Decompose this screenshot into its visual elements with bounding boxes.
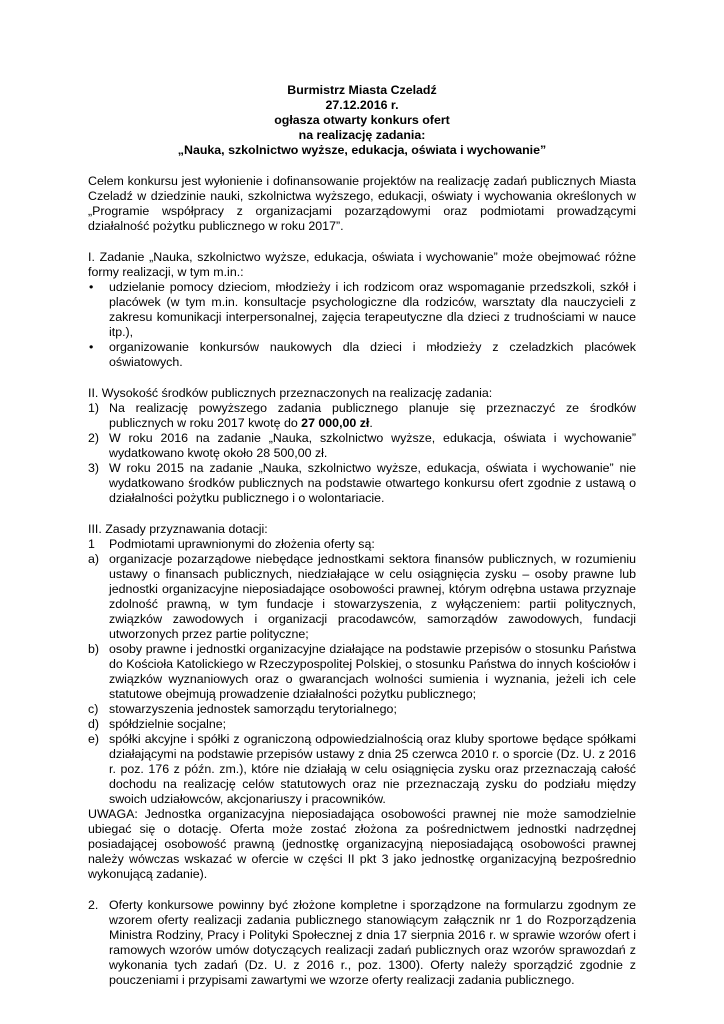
- uwaga-note: UWAGA: Jednostka organizacyjna nieposiadająca osobowości prawnej nie może samodzielnie ubiegać się o dotację. Oferta może zostać złożona za pośrednictwem jednostki nadrzędnej posiadającej osobowość prawną (jednostkę organizacyjną nieposiadającą osobowości prawnej należy wówczas wskazać w ofercie w części II pkt 3 jako jednostkę organizacyjną bezpośrednio wykonującą zadanie).: [88, 807, 636, 881]
- list-item: [88, 552, 636, 642]
- header-date: 27.12.2016 r.: [325, 98, 399, 112]
- header-announcement: ogłasza otwarty konkurs ofert: [274, 113, 450, 127]
- list-item: [88, 702, 636, 717]
- list-item: [88, 431, 636, 461]
- item-text: spółdzielnie socjalne;: [109, 717, 227, 731]
- list-marker: 3): [88, 461, 100, 475]
- item-text: spółki akcyjne i spółki z ograniczoną odpowiedzialnością oraz kluby sportowe będące spółkami działającymi na podstawie przepisów ustawy z dnia 25 czerwca 2010 r. o sporcie (Dz. U. z 2016 r. poz. 176 z późn. zm.), które nie działają w celu osiągnięcia zysku oraz przeznaczają całość dochodu na realizację celów statutowych oraz nie przeznaczają zysku do podziału między swoich udziałowców, akcjonariuszy i pracowników.: [109, 732, 636, 806]
- list-item: [88, 732, 636, 807]
- item-text: Na realizację powyższego zadania publicznego planuje się przeznaczyć ze środków publicznych w roku 2017 kwotę do: [109, 401, 636, 430]
- list-item: [88, 401, 636, 431]
- section2-title: II. Wysokość środków publicznych przeznaczonych na realizację zadania:: [88, 386, 493, 400]
- item-text: stowarzyszenia jednostek samorządu terytorialnego;: [109, 702, 397, 716]
- section3-title: III. Zasady przyznawania dotacji:: [88, 522, 268, 536]
- list-marker: d): [88, 717, 100, 731]
- list-marker: e): [88, 732, 100, 746]
- header-issuer: Burmistrz Miasta Czeladź: [287, 83, 437, 97]
- list-item: • udzielanie pomocy dzieciom, młodzieży i ich rodzicom oraz wspomaganie przedszkoli, szkół i placówek (w tym m.in. konsultacje psychologiczne dla rodziców, warsztaty dla nauczycieli z zakresu komunikacji interpersonalnej, zajęcia terapeutyczne dla dzieci z trudnościami w nauce itp.),: [88, 280, 636, 340]
- eligible-entities-list: [88, 552, 636, 807]
- list-item: [88, 642, 636, 702]
- section2-list: [88, 401, 636, 506]
- list-item: [88, 461, 636, 506]
- item-text: W roku 2016 na zadanie „Nauka, szkolnictwo wyższe, edukacja, oświata i wychowanie” wydatkowano kwotę około 28 500,00 zł.: [109, 431, 636, 460]
- item-text: Oferty konkursowe powinny być złożone kompletne i sporządzone na formularzu zgodnym ze wzorem oferty realizacji zadania publicznego stanowiącym załącznik nr 1 do Rozporządzenia Ministra Rodziny, Pracy i Polityki Społecznej z dnia 17 sierpnia 2016 r. w sprawie wzorów ofert i ramowych wzorów umów dotyczących realizacji zadań publicznych oraz wzorów sprawozdań z wykonania tych zadań (Dz. U. z 2016 r., poz. 1300). Oferty należy sporządzić zgodnie z pouczeniami i przypisami zawartymi we wzorze oferty realizacji zadania publicznego.: [109, 898, 636, 987]
- section3-point2: [88, 898, 636, 988]
- item-text: osoby prawne i jednostki organizacyjne działające na podstawie przepisów o stosunku Państwa do Kościoła Katolickiego w Rzeczypospolitej Polskiej, o stosunku Państwa do innych kościołów i związków wyznaniowych oraz o gwarancjach wolności sumienia i wyznania, jeżeli ich cele statutowe obejmują prowadzenie działalności pożytku publicznego;: [109, 642, 636, 701]
- item-text: Podmiotami uprawnionymi do złożenia oferty są:: [109, 537, 375, 551]
- list-marker: a): [88, 552, 100, 566]
- document-header: [88, 83, 636, 158]
- list-marker: 2.: [88, 898, 99, 912]
- list-marker: 2): [88, 431, 100, 445]
- section1-bullet-list: [88, 280, 636, 370]
- item-text: W roku 2015 na zadanie „Nauka, szkolnictwo wyższe, edukacja, oświata i wychowanie” nie wydatkowano środków publicznych na podstawie otwartego konkursu ofert zgodnie z ustawą o działalności pożytku publicznego i o wolontariacie.: [109, 461, 636, 505]
- header-subject-intro: na realizację zadania:: [298, 128, 426, 142]
- amount-value: 27 000,00 zł: [301, 416, 370, 430]
- list-item: • organizowanie konkursów naukowych dla dzieci i młodzieży z czeladzkich placówek oświatowych.: [88, 340, 636, 370]
- intro-paragraph: Celem konkursu jest wyłonienie i dofinansowanie projektów na realizację zadań publicznych Miasta Czeladź w dziedzinie nauki, szkolnictwa wyższego, edukacji, oświaty i wychowania określonych w „Programie współpracy z organizacjami pozarządowymi oraz podmiotami prowadzącymi działalność pożytku publicznego w roku 2017”.: [88, 174, 636, 233]
- section1-text: I. Zadanie „Nauka, szkolnictwo wyższe, edukacja, oświata i wychowanie” może obejmować różne formy realizacji, w tym m.in.:: [88, 250, 636, 279]
- list-marker: 1: [88, 537, 95, 551]
- item-text: organizacje pozarządowe niebędące jednostkami sektora finansów publicznych, w rozumieniu ustawy o finansach publicznych, niedziałające w celu osiągnięcia zysku – osoby prawne lub jednostki organizacyjne nieposiadające osobowości prawnej, którym odrębna ustawa przyznaje zdolność prawną, w tym fundacje i stowarzyszenia, z wyłączeniem: partii politycznych, związków zawodowych i organizacji pracodawców, samorządów zawodowych, fundacji utworzonych przez partie polityczne;: [109, 552, 636, 641]
- list-item: [88, 717, 636, 732]
- list-marker: c): [88, 702, 99, 716]
- list-marker: 1): [88, 401, 100, 415]
- list-marker: b): [88, 642, 100, 656]
- section3-point1: [88, 537, 636, 552]
- header-task-title: „Nauka, szkolnictwo wyższe, edukacja, oświata i wychowanie”: [177, 143, 547, 157]
- item-text: .: [369, 416, 373, 430]
